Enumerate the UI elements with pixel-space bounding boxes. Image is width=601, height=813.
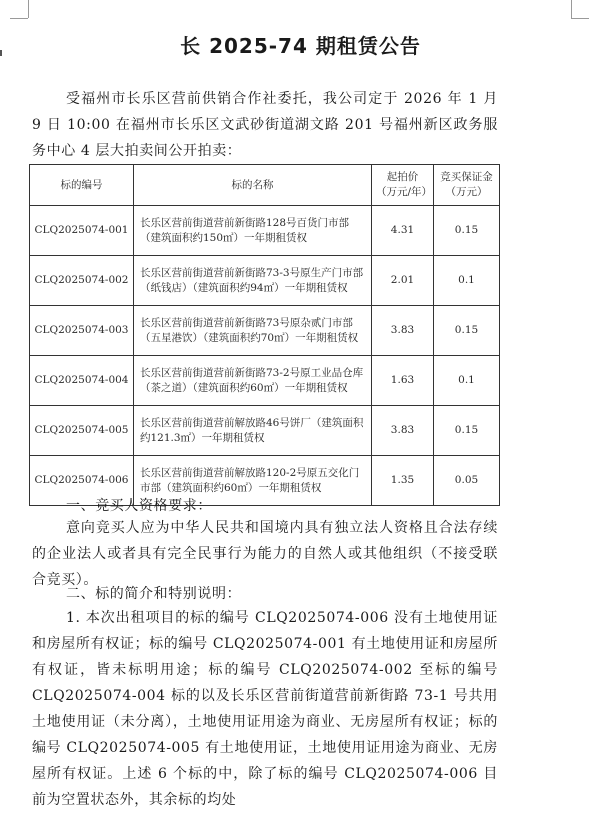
- lot-code: CLQ2025074-003: [30, 306, 134, 356]
- lot-price: 1.63: [372, 356, 434, 406]
- document-title: 长 2025-74 期租赁公告: [180, 34, 421, 58]
- lot-price: 3.83: [372, 406, 434, 456]
- crop-mark-top-left-vertical: [28, 0, 29, 18]
- table-header-row: [30, 165, 500, 206]
- lot-price: 3.83: [372, 306, 434, 356]
- auction-lots-table: [29, 164, 500, 506]
- section-2-heading: 二、标的简介和特别说明：: [66, 586, 242, 602]
- lot-deposit: 0.15: [434, 206, 500, 256]
- table-row: [30, 406, 500, 456]
- lot-deposit: 0.15: [434, 306, 500, 356]
- lot-name: 长乐区营前街道营前新街路73-2号原工业品仓库（茶之道）（建筑面积约60㎡）一年期租赁权: [134, 356, 372, 406]
- header-code: 标的编号: [30, 165, 134, 206]
- lot-deposit: 0.05: [434, 456, 500, 506]
- lot-deposit: 0.1: [434, 356, 500, 406]
- lot-name: 长乐区营前街道营前新街路73-3号原生产门市部（纸钱店）（建筑面积约94㎡）一年期租赁权: [134, 256, 372, 306]
- lot-code: CLQ2025074-002: [30, 256, 134, 306]
- table-row: [30, 206, 500, 256]
- lot-deposit: 0.15: [434, 406, 500, 456]
- lot-name: 长乐区营前街道营前解放路120-2号原五交化门市部（建筑面积约60㎡）一年期租赁权: [134, 456, 372, 506]
- lot-code: CLQ2025074-001: [30, 206, 134, 256]
- table-row: [30, 356, 500, 406]
- header-deposit: 竞买保证金 （万元）: [434, 165, 500, 206]
- lot-name: 长乐区营前街道营前新街路73号原杂贰门市部（五星港饮）（建筑面积约70㎡）一年期租赁权: [134, 306, 372, 356]
- intro-paragraph: 受福州市长乐区营前供销合作社委托，我公司定于 2026 年 1 月 9 日 10:00 在福州市长乐区文武砂街道湖文路 201 号福州新区政务服务中心 4 层大拍卖间公开拍卖：: [32, 91, 498, 159]
- header-name: 标的名称: [134, 165, 372, 206]
- crop-mark-top-right-horizontal: [571, 18, 589, 19]
- section-2-body: 1. 本次出租项目的标的编号 CLQ2025074-006 没有土地使用证和房屋所有权证；标的编号 CLQ2025074-001 有土地使用证和房屋所有权证，皆未标明用途；标的编号 CLQ2025074-002 至标的编号 CLQ2025074-004 标的以及长乐区营前街道营前新街路 73-1 号共用土地使用证（未分离），土地使用证用途为商业、无房屋所有权证；标的编号 CLQ2025074-005 有土地使用证，土地使用证用途为商业、无房屋所有权证。上述 6 个标的中，除了标的编号 CLQ2025074-006 目前为空置状态外，其余标的均处: [32, 610, 498, 808]
- table-row: [30, 306, 500, 356]
- lot-name: 长乐区营前街道营前新街路128号百货门市部（建筑面积约150㎡）一年期租赁权: [134, 206, 372, 256]
- header-price: 起拍价 （万元/年）: [372, 165, 434, 206]
- section-1-body: 意向竞买人应为中华人民共和国境内具有独立法人资格且合法存续的企业法人或者具有完全民事行为能力的自然人或其他组织（不接受联合竞买）。: [32, 520, 498, 588]
- lot-code: CLQ2025074-005: [30, 406, 134, 456]
- crop-mark-top-left-horizontal: [10, 18, 28, 19]
- lot-code: CLQ2025074-004: [30, 356, 134, 406]
- lot-price: 1.35: [372, 456, 434, 506]
- section-1-heading: 一、竞买人资格要求：: [66, 498, 212, 514]
- lot-code: CLQ2025074-006: [30, 456, 134, 506]
- lot-name: 长乐区营前街道营前解放路46号饼厂（建筑面积约121.3㎡）一年期租赁权: [134, 406, 372, 456]
- lot-price: 2.01: [372, 256, 434, 306]
- table-row: [30, 256, 500, 306]
- crop-mark-top-right-vertical: [571, 0, 572, 18]
- lot-price: 4.31: [372, 206, 434, 256]
- lot-deposit: 0.1: [434, 256, 500, 306]
